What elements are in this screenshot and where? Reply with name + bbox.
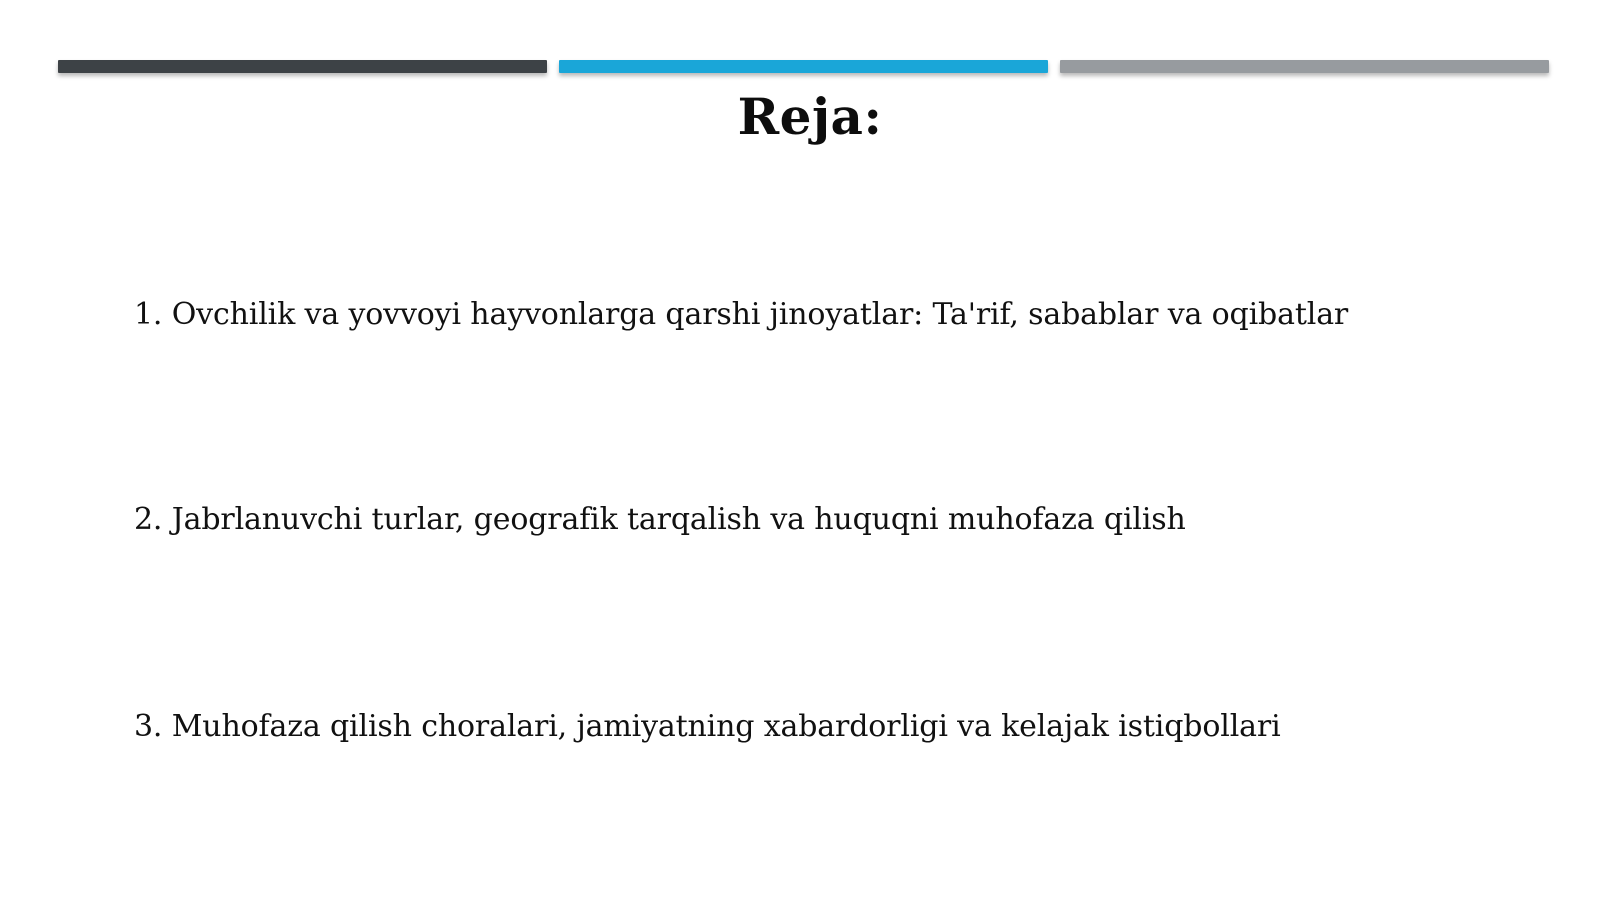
plan-item-3: 3. Muhofaza qilish choralari, jamiyatning xabardorligi va kelajak istiqbollari (134, 709, 1281, 744)
accent-bar-dark (58, 60, 547, 73)
plan-item-1: 1. Ovchilik va yovvoyi hayvonlarga qarshi jinoyatlar: Ta'rif, sabablar va oqibatlar (134, 297, 1349, 332)
plan-item-2: 2. Jabrlanuvchi turlar, geografik tarqalish va huquqni muhofaza qilish (134, 502, 1186, 537)
slide-title: Reja: (737, 87, 883, 146)
accent-bar-gray (1060, 60, 1549, 73)
accent-bar-blue (559, 60, 1048, 73)
